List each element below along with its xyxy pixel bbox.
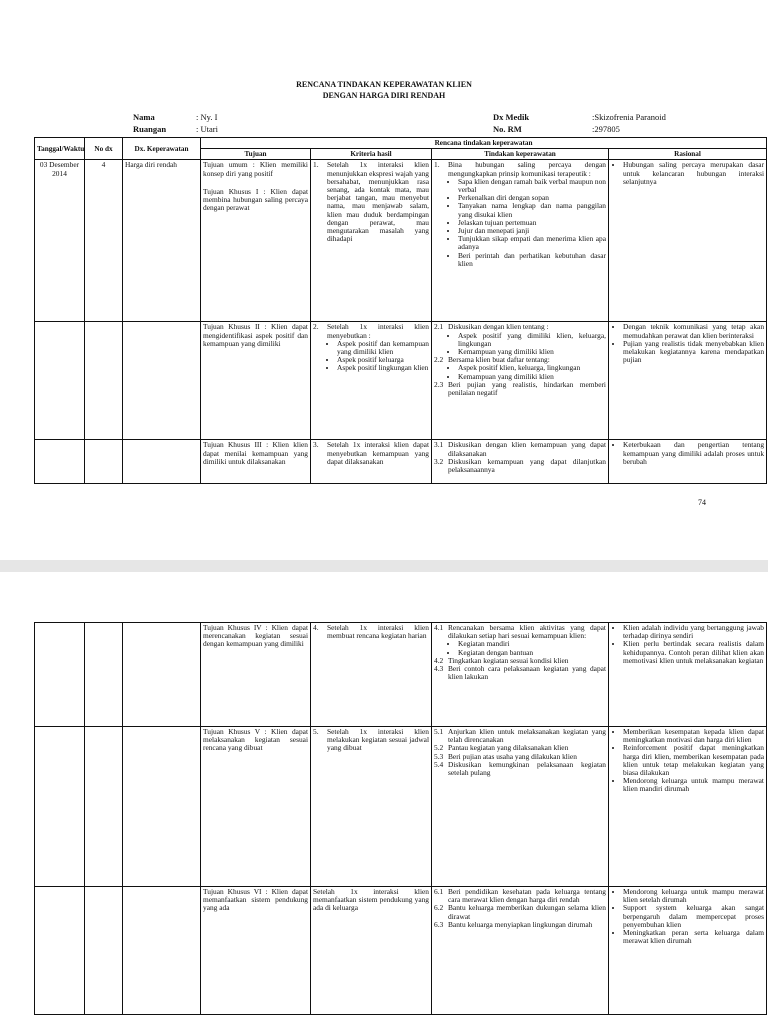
cell-tindakan: 2.1 Diskusikan dengan klien tentang : • Aspek positif yang dimiliki klien, keluarga, lingkungan • Kemampuan yang dimiliki klien 2.2 Bersama klien buat daftar tentang: • Aspek positif klien, keluarga, lingkungan • Kemampuan yang dimiliki klien 2.3 Beri pujian yang realistis, hindarkan memberi penilaian negatif (432, 322, 609, 440)
document-subtitle: DENGAN HARGA DIRI RENDAH (322, 91, 446, 100)
nama-value: : Ny. I (196, 112, 218, 122)
tujuan-khusus-4: Tujuan Khusus IV : Klien dapat merencanakan kegiatan sesuai dengan kemampuan yang dimiliki (201, 623, 311, 727)
tindakan-6-2: Bantu keluarga memberikan dukungan selama klien dirawat (448, 903, 606, 921)
tindakan-6-3: Bantu keluarga menyiapkan lingkungan dirumah (448, 919, 593, 929)
cell-kriteria: 3. Setelah 1x interaksi klien dapat menyebutkan kemampuan yang dapat dilaksanakan (311, 440, 432, 484)
cell-no-dx: 4 (85, 160, 123, 322)
cell-kriteria: 2. Setelah 1x interaksi klien menyebutkan : • Aspek positif dan kemampuan yang dimiliki klien • Aspek positif keluarga • Aspek positif lingkungan klien (311, 322, 432, 440)
header-rencana: Rencana tindakan keperawatan (201, 138, 767, 149)
cell-rasional (609, 727, 767, 887)
tujuan-umum: Tujuan umum : Klien memiliki konsep diri yang positif (203, 160, 308, 178)
list-item: • Mendorong keluarga untuk mampu merawat klien mandiri dirumah (623, 777, 764, 793)
table-row (35, 727, 767, 887)
list-item: • Jelaskan tujuan pertemuan (458, 219, 606, 227)
list-item: • Jujur dan menepati janji (458, 227, 606, 235)
page-gap (0, 560, 768, 572)
table-row (35, 160, 767, 322)
list-item: • Perkenalkan diri dengan sopan (458, 194, 606, 202)
table-row (35, 440, 767, 484)
no-rm-value: :297805 (592, 124, 620, 134)
list-item: • Meningkatkan peran serta keluarga dalam merawat klien dirumah (623, 929, 764, 945)
tujuan-khusus-2: Tujuan Khusus II : Klien dapat mengidentifikasi aspek positif dan kemampuan yang dimiliki (201, 322, 311, 440)
cell-kriteria: 4. Setelah 1x interaksi klien membuat rencana kegiatan harian (311, 623, 432, 727)
header-tindakan: Tindakan keperawatan (432, 149, 609, 160)
page-number: 74 (698, 498, 706, 507)
list-item: • Aspek positif dan kemampuan yang dimiliki klien (337, 340, 429, 356)
tindakan-2-3: Beri pujian yang realistis, hindarkan memberi penilaian negatif (448, 379, 606, 398)
list-item: • Kemampuan yang dimiliki klien (458, 373, 606, 381)
cell-tindakan: 6.1 Beri pendidikan kesehatan pada keluarga tentang cara merawat klien dengan harga diri rendah 6.2 Bantu keluarga memberikan dukungan selama klien dirawat 6.3 Bantu keluarga menyiapkan lingkungan dirumah (432, 887, 609, 1015)
kriteria-text: Setelah 1x interaksi klien membuat rencana kegiatan harian (327, 623, 429, 641)
header-rasional: Rasional (609, 149, 767, 160)
tindakan-2-1: Diskusikan dengan klien tentang : (448, 322, 549, 332)
list-item: • Klien adalah individu yang bertanggung jawab terhadap dirinya sendiri (623, 624, 764, 640)
kriteria-text: Setelah 1x interaksi klien dapat menyebutkan kemampuan yang dapat dilaksanakan (327, 440, 429, 466)
cell-dx: Harga diri rendah (123, 160, 201, 322)
tindakan-2-2: Bersama klien buat daftar tentang: (448, 355, 550, 365)
list-item: • Hubungan saling percaya merupakan dasar untuk kelancaran hubungan interaksi selanjutnya (623, 161, 764, 186)
kriteria-text: Setelah 1x interaksi klien menunjukkan ekspresi wajah yang bersahabat, menunjukkan rasa senang, ada kontak mata, mau berjabat tangan, mau menyebut nama, mau menjawab salam, klien mau duduk berdampingan dengan perawat, mau mengutarakan masalah yang dihadapi (327, 160, 430, 244)
kriteria-intro: Setelah 1x interaksi klien menyebutkan : (327, 322, 429, 340)
care-plan-table-1 (34, 137, 767, 484)
cell-rasional (609, 322, 767, 440)
list-item: • Mendorong keluarga untuk mampu merawat klien setelah dirumah (623, 888, 764, 904)
table-row (35, 623, 767, 727)
header-tujuan: Tujuan (201, 149, 311, 160)
list-item: • Kegiatan dengan bantuan (458, 649, 606, 657)
ruangan-label: Ruangan (133, 124, 167, 134)
care-plan-table-2 (34, 622, 767, 1015)
cell-rasional (609, 623, 767, 727)
header-kriteria: Kriteria hasil (311, 149, 432, 160)
dx-medik-label: Dx Medik (493, 112, 530, 122)
document-title: RENCANA TINDAKAN KEPERAWATAN KLIEN (296, 80, 472, 89)
table-row (35, 322, 767, 440)
tindakan-5-4: Diskusikan kemungkinan pelaksanaan kegiatan setelah pulang (448, 759, 606, 778)
dx-medik-value: :Skizofrenia Paranoid (592, 112, 666, 122)
cell-kriteria: 5. Setelah 1x interaksi klien melakukan kegiatan sesuai jadwal yang dibuat (311, 727, 432, 887)
kriteria-text: Setelah 1x interaksi klien melakukan kegiatan sesuai jadwal yang dibuat (327, 727, 429, 753)
list-item: • Beri perintah dan perhatikan kebutuhan dasar klien (458, 252, 606, 268)
list-item: • Aspek positif yang dimiliki klien, keluarga, lingkungan (458, 332, 606, 348)
header-tanggal: Tanggal/Waktu (35, 138, 85, 160)
tindakan-3-1: Diskusikan dengan klien kemampuan yang dapat dilaksanakan (448, 440, 606, 458)
tujuan-khusus-1: Tujuan Khusus I : Klien dapat membina hubungan saling percaya dengan perawat (203, 186, 308, 213)
no-rm-label: No. RM (493, 124, 522, 134)
cell-rasional (609, 440, 767, 484)
tujuan-khusus-5: Tujuan Khusus V : Klien dapat melaksanakan kegiatan sesuai rencana yang dibuat (201, 727, 311, 887)
list-item: • Reinforcement positif dapat meningkatkan harga diri klien, memberikan kesempatan pada klien untuk tetap melakukan kegiatan yang biasa dilakukan (623, 744, 764, 777)
tindakan-3-2: Diskusikan kemampuan yang dapat dilanjutkan pelaksanaannya (448, 456, 606, 475)
cell-tindakan: 4.1 Rencanakan bersama klien aktivitas yang dapat dilakukan setiap hari sesuai kemampuan klien: • Kegiatan mandiri • Kegiatan dengan bantuan 4.2 Tingkatkan kegiatan sesuai kondisi klien 4.3 Beri contoh cara pelaksanaan kegiatan yang dapat klien lakukan (432, 623, 609, 727)
document-page-2 (0, 572, 768, 1024)
cell-tanggal: 03 Desember 2014 (35, 160, 85, 322)
list-item: • Aspek positif keluarga (337, 356, 429, 364)
tindakan-6-1: Beri pendidikan kesehatan pada keluarga tentang cara merawat klien dengan harga diri rendah (448, 887, 606, 905)
cell-tujuan (201, 160, 311, 322)
tindakan-intro: Bina hubungan saling percaya dengan mengungkapkan prinsip komunikasi terapeutik : (448, 160, 606, 178)
tindakan-5-3: Beri pujian atas usaha yang dilakukan klien (448, 751, 577, 761)
list-item: • Sapa klien dengan ramah baik verbal maupun non verbal (458, 178, 606, 194)
cell-tindakan: 3.1 Diskusikan dengan klien kemampuan yang dapat dilaksanakan 3.2 Diskusikan kemampuan yang dapat dilanjutkan pelaksanaannya (432, 440, 609, 484)
cell-tindakan: 5.1 Anjurkan klien untuk melaksanakan kegiatan yang telah direncanakan 5.2 Pantau kegiatan yang dilaksanakan klien 5.3 Beri pujian atas usaha yang dilakukan klien 5.4 Diskusikan kemungkinan pelaksanaan kegiatan setelah pulang (432, 727, 609, 887)
header-no-dx: No dx (85, 138, 123, 160)
cell-kriteria: 1. Setelah 1x interaksi klien menunjukkan ekspresi wajah yang bersahabat, menunjukkan rasa senang, ada kontak mata, mau berjabat tangan, mau menyebut nama, mau menjawab salam, klien mau duduk berdampingan dengan perawat, mau mengutarakan masalah yang dihadapi (311, 160, 432, 322)
tujuan-khusus-6: Tujuan Khusus VI : Klien dapat memanfaatkan sistem pendukung yang ada (201, 887, 311, 1015)
nama-label: Nama (133, 112, 155, 122)
list-item: • Dengan teknik komunikasi yang tetap akan memudahkan perawat dan klien berinteraksi (623, 323, 764, 339)
cell-tindakan: 1. Bina hubungan saling percaya dengan mengungkapkan prinsip komunikasi terapeutik : • Sapa klien dengan ramah baik verbal maupun non verbal • Perkenalkan diri dengan sopan • Tanyakan nama lengkap dan nama panggilan yang disukai klien • Jelaskan tujuan pertemuan • Jujur dan menepati janji • Tunjukkan sikap empati dan menerima klien apa adanya • Beri perintah dan perhatikan kebutuhan dasar klien (432, 160, 609, 322)
list-item: • Klien perlu bertindak secara realistis dalam kehidupannya. Contoh peran dilihat klien akan memotivasi klien untuk melaksanakan kegiatan (623, 640, 764, 665)
cell-rasional (609, 160, 767, 322)
table-row (35, 887, 767, 1015)
tindakan-4-3: Beri contoh cara pelaksanaan kegiatan yang dapat klien lakukan (448, 664, 606, 682)
tujuan-khusus-3: Tujuan Khusus III : Klien klien dapat menilai kemampuan yang dimiliki untuk dilaksanakan (201, 440, 311, 484)
cell-rasional (609, 887, 767, 1015)
list-item: • Aspek positif klien, keluarga, lingkungan (458, 364, 606, 372)
ruangan-value: : Utari (196, 124, 218, 134)
list-item: • Pujian yang realistis tidak menyebabkan klien melakukan kegiatannya karena mendapatkan pujian (623, 340, 764, 365)
tindakan-4-2: Tingkatkan kegiatan sesuai kondisi klien (448, 655, 569, 665)
tindakan-5-2: Pantau kegiatan yang dilaksanakan klien (448, 743, 569, 753)
tindakan-4-1: Rencanakan bersama klien aktivitas yang dapat dilakukan setiap hari sesuai kemampuan klien: (448, 623, 606, 641)
list-item: • Support system keluarga akan sangat berpengaruh dalam mempercepat proses penyembuhan klien (623, 904, 764, 929)
list-item: • Keterbukaan dan pengertian tentang kemampuan yang dimiliki adalah proses untuk berubah (623, 441, 764, 466)
list-item: • Tunjukkan sikap empati dan menerima klien apa adanya (458, 235, 606, 251)
list-item: • Tanyakan nama lengkap dan nama panggilan yang disukai klien (458, 202, 606, 218)
tindakan-5-1: Anjurkan klien untuk melaksanakan kegiatan yang telah direncanakan (448, 727, 606, 745)
cell-kriteria: Setelah 1x interaksi klien memanfaatkan sistem pendukung yang ada di keluarga (311, 887, 432, 1015)
list-item: • Kemampuan yang dimiliki klien (458, 348, 606, 356)
list-item: • Kegiatan mandiri (458, 640, 606, 648)
list-item: • Aspek positif lingkungan klien (337, 364, 429, 372)
header-dx-keperawatan: Dx. Keperawatan (123, 138, 201, 160)
list-item: • Memberikan kesempatan kepada klien dapat meningkatkan motivasi dan harga diri klien (623, 728, 764, 744)
